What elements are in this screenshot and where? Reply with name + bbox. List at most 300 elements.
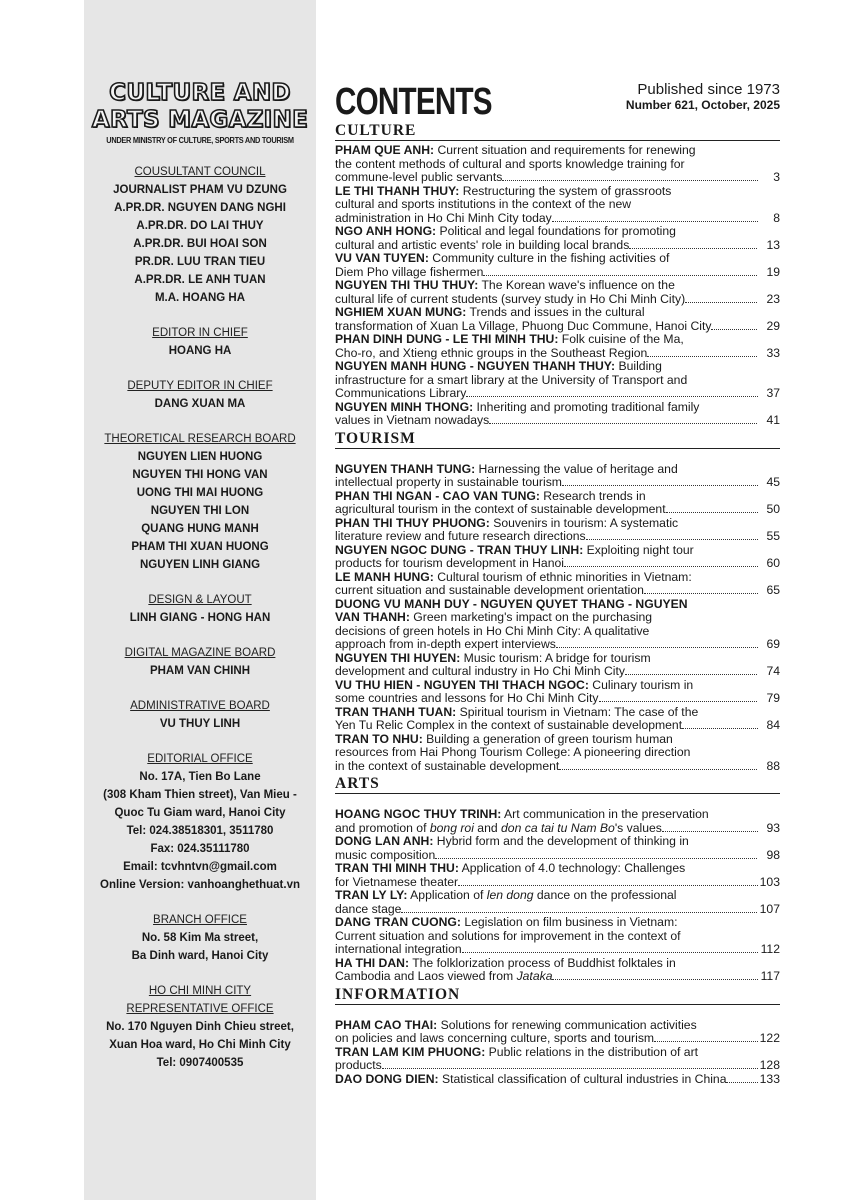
entry-line bbox=[335, 544, 758, 558]
entry-line bbox=[335, 360, 758, 374]
entry-author: DANG TRAN CUONG: bbox=[335, 916, 461, 929]
entry-line bbox=[335, 387, 758, 401]
entry-author: DUONG VU MANH DUY - NGUYEN QUYET THANG - NGUYEN bbox=[335, 597, 688, 611]
entry-line bbox=[335, 719, 758, 733]
toc-entry[interactable] bbox=[335, 679, 780, 706]
dot-leader bbox=[466, 396, 758, 397]
entry-page-number: 133 bbox=[759, 1071, 780, 1086]
board-member: NGUYEN THI HONG VAN bbox=[132, 469, 268, 481]
entry-title-text: for Vietnamese theater bbox=[335, 875, 459, 889]
entry-author: HA THI DAN: bbox=[335, 956, 410, 970]
entry-title-text: Communications Library bbox=[335, 387, 467, 400]
dot-leader bbox=[552, 979, 758, 980]
toc-entry[interactable] bbox=[335, 279, 780, 306]
entry-title-text: on policies and laws concerning culture, sports and tourism bbox=[335, 1032, 655, 1045]
entry-title-text: Folk cuisine of the Ma, bbox=[558, 333, 684, 346]
dot-leader bbox=[685, 302, 758, 303]
board-heading: COUSULTANT COUNCIL bbox=[134, 166, 266, 178]
entry-title-text: Solutions for renewing communication activities bbox=[437, 1018, 697, 1032]
entry-line bbox=[335, 1046, 758, 1060]
issue-number: Number 621, October, 2025 bbox=[625, 98, 780, 112]
entry-title-text: values in Vietnam nowadays bbox=[335, 414, 490, 427]
entry-line bbox=[335, 252, 758, 266]
office-address-line: (308 Kham Thien street), Van Mieu - bbox=[103, 789, 297, 801]
entry-line bbox=[335, 1032, 758, 1046]
entry-page-number: 8 bbox=[773, 210, 780, 225]
dot-leader bbox=[644, 593, 758, 594]
entry-page-number: 13 bbox=[766, 237, 780, 252]
entry-title-text: international integration bbox=[335, 943, 462, 956]
entry-line bbox=[335, 916, 758, 930]
entry-page-number: 103 bbox=[759, 874, 780, 889]
entry-line bbox=[335, 171, 758, 185]
toc-entry[interactable] bbox=[335, 808, 780, 835]
page-title: CONTENTS bbox=[335, 81, 492, 123]
entry-page-number: 55 bbox=[766, 529, 780, 543]
entry-title-italic: don ca tai tu Nam Bo bbox=[501, 821, 615, 835]
dot-leader bbox=[458, 885, 758, 886]
entry-title-text: Hybrid form and the development of thinking in bbox=[433, 835, 689, 848]
dot-leader bbox=[462, 952, 758, 953]
entry-line bbox=[335, 144, 758, 158]
entry-title-text: current situation and sustainable development orientation bbox=[335, 584, 644, 597]
entry-title-text: administration in Ho Chi Minh City today bbox=[335, 211, 552, 225]
dot-leader bbox=[382, 1068, 758, 1069]
entry-line bbox=[335, 692, 758, 706]
office-address-line: Ba Dinh ward, Hanoi City bbox=[131, 950, 269, 962]
entry-title-text: Yen Tu Relic Complex in the context of sustainable development bbox=[335, 719, 683, 732]
entry-page-number: 19 bbox=[766, 264, 780, 279]
entry-line bbox=[335, 476, 758, 490]
toc-entry[interactable] bbox=[335, 252, 780, 279]
entry-line bbox=[335, 293, 758, 307]
entry-line bbox=[335, 1059, 758, 1073]
entry-title-italic: bong roi bbox=[429, 821, 474, 835]
entry-page-number: 98 bbox=[766, 847, 780, 862]
entry-title-text: Cultural tourism of ethnic minorities in Vietnam: bbox=[433, 570, 692, 584]
entry-page-number: 60 bbox=[766, 556, 780, 570]
toc-entry[interactable] bbox=[335, 306, 780, 333]
entry-title-text: The Korean wave's influence on the bbox=[478, 279, 675, 292]
dot-leader bbox=[556, 647, 758, 648]
entry-line bbox=[335, 638, 758, 652]
entry-page-number: 65 bbox=[766, 583, 780, 597]
entry-title-text: Spiritual tourism in Vietnam: The case of the bbox=[456, 705, 699, 719]
entry-line bbox=[335, 760, 758, 774]
entry-line bbox=[335, 943, 758, 957]
entry-line bbox=[335, 876, 758, 890]
entry-author: VAN THANH: bbox=[335, 611, 410, 624]
entry-page-number: 79 bbox=[766, 691, 780, 705]
entry-line bbox=[335, 808, 758, 822]
magazine-title bbox=[84, 80, 316, 134]
board-member: A.PR.DR. LE ANH TUAN bbox=[134, 274, 266, 286]
entry-page-number: 41 bbox=[766, 413, 780, 427]
entry-author: DONG LAN ANH: bbox=[335, 835, 434, 848]
entry-author: TRAN TO NHU: bbox=[335, 732, 423, 746]
board-member: A.PR.DR. NGUYEN DANG NGHI bbox=[114, 202, 286, 214]
dot-leader bbox=[629, 248, 758, 249]
entry-line bbox=[335, 490, 758, 504]
office-address-line: Online Version: vanhoanghethuat.vn bbox=[100, 879, 300, 891]
entry-author: LE THI THANH THUY: bbox=[335, 184, 460, 198]
toc-entry[interactable] bbox=[335, 916, 780, 957]
entry-title-text: dance stage bbox=[335, 902, 402, 916]
entry-title-text: Political and legal foundations for promoting bbox=[436, 225, 676, 238]
entry-author: NGUYEN NGOC DUNG - TRAN THUY LINH: bbox=[335, 543, 584, 557]
toc-entry[interactable] bbox=[335, 144, 780, 185]
entry-title-text: Application of 4.0 technology: Challenges bbox=[458, 862, 686, 875]
entry-line bbox=[335, 530, 758, 544]
entry-line bbox=[335, 374, 758, 388]
board-member: HOANG HA bbox=[168, 345, 232, 357]
entry-title-text: approach from in-depth expert interviews bbox=[335, 638, 556, 651]
entry-title-text: Trends and issues in the cultural bbox=[466, 306, 645, 319]
dot-leader bbox=[564, 566, 758, 567]
entry-title-text: some countries and lessons for Ho Chi Minh City bbox=[335, 692, 599, 705]
magazine-title-line2: ARTS MAGAZINE bbox=[91, 107, 309, 133]
entry-line bbox=[335, 903, 758, 917]
entry-title-text: Cho-ro, and Xtieng ethnic groups in the Southeast Region bbox=[335, 346, 648, 360]
entry-page-number: 74 bbox=[766, 664, 780, 678]
toc-entry[interactable] bbox=[335, 185, 780, 226]
board-member: NGUYEN LINH GIANG bbox=[139, 559, 261, 571]
entry-author: NGO ANH HONG: bbox=[335, 225, 437, 238]
entry-line bbox=[335, 571, 758, 585]
board-heading: BRANCH OFFICE bbox=[153, 914, 247, 926]
section-arts bbox=[335, 775, 780, 984]
entry-page-number: 45 bbox=[766, 475, 780, 489]
entry-author: DAO DONG DIEN: bbox=[335, 1072, 439, 1086]
entry-page-number: 37 bbox=[766, 386, 780, 400]
entry-page-number: 128 bbox=[759, 1058, 780, 1072]
magazine-subtitle: UNDER MINISTRY OF CULTURE, SPORTS AND TOURISM bbox=[106, 136, 294, 145]
entry-author: VU VAN TUYEN: bbox=[335, 252, 429, 265]
toc-entry[interactable] bbox=[335, 733, 780, 774]
entry-title-text: the content methods of cultural and sports knowledge training for bbox=[335, 157, 685, 171]
board-member: LINH GIANG - HONG HAN bbox=[129, 612, 271, 624]
section-culture bbox=[335, 122, 780, 428]
published-since: Published since 1973 bbox=[637, 81, 780, 98]
contents-sections bbox=[335, 122, 780, 1086]
entry-title-text: cultural life of current students (survey study in Ho Chi Minh City) bbox=[335, 292, 686, 306]
entry-author: TRAN THANH TUAN: bbox=[335, 705, 457, 719]
dot-leader bbox=[647, 356, 758, 357]
toc-entry[interactable] bbox=[335, 401, 780, 428]
toc-entry[interactable] bbox=[335, 517, 780, 544]
entry-line bbox=[335, 957, 758, 971]
office-address-line: Email: tcvhntvn@gmail.com bbox=[123, 861, 277, 873]
entry-title-text: decisions of green hotels in Ho Chi Minh City: A qualitative bbox=[335, 624, 650, 638]
dot-leader bbox=[483, 275, 758, 276]
toc-entry[interactable] bbox=[335, 360, 780, 401]
entry-title-text: Exploiting night tour bbox=[583, 543, 694, 557]
entry-page-number: 23 bbox=[766, 291, 780, 306]
entry-page-number: 69 bbox=[766, 637, 780, 651]
section-tourism bbox=[335, 430, 780, 774]
entry-line bbox=[335, 503, 758, 517]
board-heading: EDITORIAL OFFICE bbox=[147, 753, 253, 765]
board-heading: EDITOR IN CHIEF bbox=[152, 327, 248, 339]
entry-title-text: cultural and artistic events' role in building local brands bbox=[335, 238, 630, 252]
entry-title-text: cultural and sports institutions in the context of the new bbox=[335, 198, 632, 211]
entry-page-number: 117 bbox=[760, 969, 780, 983]
board-member: DANG XUAN MA bbox=[154, 398, 246, 410]
entry-author: NGUYEN THI HUYEN: bbox=[335, 651, 461, 665]
entry-line bbox=[335, 320, 758, 334]
toc-entry[interactable] bbox=[335, 706, 780, 733]
toc-entry[interactable] bbox=[335, 571, 780, 598]
board-heading: THEORETICAL RESEARCH BOARD bbox=[104, 433, 296, 445]
entry-title-text: and bbox=[473, 821, 502, 835]
entry-line bbox=[335, 862, 758, 876]
entry-line bbox=[335, 1019, 758, 1033]
office-address-line: Tel: 024.38518301, 3511780 bbox=[126, 825, 274, 837]
toc-entry[interactable] bbox=[335, 333, 780, 360]
entry-title-text: Community culture in the fishing activities of bbox=[428, 252, 670, 265]
entry-line bbox=[335, 239, 758, 253]
entry-line bbox=[335, 849, 758, 863]
entry-title-text: Cambodia and Laos viewed from bbox=[335, 970, 517, 983]
entry-title-text: Statistical classification of cultural industries in China bbox=[438, 1072, 727, 1086]
entry-line bbox=[335, 611, 758, 625]
entry-page-number: 84 bbox=[766, 718, 780, 732]
entry-author: NGUYEN THI THU THUY: bbox=[335, 279, 479, 292]
dot-leader bbox=[552, 221, 758, 222]
office-address-line: No. 170 Nguyen Dinh Chieu street, bbox=[106, 1021, 294, 1033]
entry-title-text: resources from Hai Phong Tourism College: A pioneering direction bbox=[335, 746, 691, 759]
toc-entry[interactable] bbox=[335, 490, 780, 517]
entry-line bbox=[335, 665, 758, 679]
office-address-line: No. 17A, Tien Bo Lane bbox=[139, 771, 261, 783]
entry-title-text: Application of bbox=[407, 889, 487, 902]
entry-author: VU THU HIEN - NGUYEN THI THACH NGOC: bbox=[335, 678, 589, 692]
toc-entry[interactable] bbox=[335, 889, 780, 916]
board-heading: REPRESENTATIVE OFFICE bbox=[126, 1003, 274, 1015]
masthead-sidebar bbox=[84, 0, 316, 1200]
entry-page-number: 33 bbox=[766, 345, 780, 360]
entry-title-text: Current situation and solutions for improvement in the context of bbox=[335, 929, 681, 943]
entry-line bbox=[335, 598, 758, 612]
entry-line bbox=[335, 584, 758, 598]
entry-line bbox=[335, 347, 758, 361]
entry-line bbox=[335, 679, 758, 693]
entry-line bbox=[335, 557, 758, 571]
entry-author: PHAN THI NGAN - CAO VAN TUNG: bbox=[335, 489, 540, 503]
entry-page-number: 50 bbox=[766, 502, 780, 516]
office-address-line: Fax: 024.35111780 bbox=[150, 843, 250, 855]
board-member: PR.DR. LUU TRAN TIEU bbox=[134, 256, 266, 268]
entry-author: NGUYEN THANH TUNG: bbox=[335, 462, 476, 476]
entry-line bbox=[335, 185, 758, 199]
board-heading: DIGITAL MAGAZINE BOARD bbox=[124, 647, 276, 659]
dot-leader bbox=[502, 180, 758, 181]
entry-line bbox=[335, 266, 758, 280]
entry-title-text: 's values bbox=[614, 821, 662, 835]
entry-page-number: 122 bbox=[759, 1031, 780, 1045]
entry-page-number: 93 bbox=[766, 820, 780, 835]
entry-line bbox=[335, 198, 758, 212]
board-member: PHAM VAN CHINH bbox=[149, 665, 251, 677]
dot-leader bbox=[625, 674, 758, 675]
entry-title-text: Diem Pho village fishermen bbox=[335, 265, 484, 279]
entry-title-text: Green marketing's impact on the purchasing bbox=[409, 611, 653, 624]
board-heading: DESIGN & LAYOUT bbox=[148, 594, 252, 606]
entry-line bbox=[335, 930, 758, 944]
entry-title-text: Building a generation of green tourism human bbox=[422, 732, 673, 746]
entry-line bbox=[335, 401, 758, 415]
entry-title-text: music composition bbox=[335, 848, 436, 862]
entry-page-number: 112 bbox=[760, 942, 780, 956]
entry-line bbox=[335, 733, 758, 747]
toc-entry[interactable] bbox=[335, 225, 780, 252]
entry-author: NGHIEM XUAN MUNG: bbox=[335, 306, 467, 319]
dot-leader bbox=[435, 858, 758, 859]
toc-entry[interactable] bbox=[335, 544, 780, 571]
board-member: JOURNALIST PHAM VU DZUNG bbox=[113, 184, 287, 196]
entry-title-text: Souvenirs in tourism: A systematic bbox=[489, 516, 679, 530]
magazine-title-line1: CULTURE AND bbox=[109, 80, 291, 106]
entry-title-text: literature review and future research directions bbox=[335, 530, 586, 543]
dot-leader bbox=[682, 728, 758, 729]
entry-title-text: Art communication in the preservation bbox=[501, 808, 709, 821]
entry-title-text: dance on the professional bbox=[533, 889, 677, 902]
entry-line bbox=[335, 414, 758, 428]
staff-board bbox=[84, 163, 316, 1072]
entry-title-text: commune-level public servants bbox=[335, 171, 503, 184]
entry-author: TRAN LAM KIM PHUONG: bbox=[335, 1045, 486, 1059]
entry-line bbox=[335, 652, 758, 666]
dot-leader bbox=[666, 512, 758, 513]
board-member: NGUYEN LIEN HUONG bbox=[137, 451, 263, 463]
board-heading: ADMINISTRATIVE BOARD bbox=[130, 700, 270, 712]
entry-line bbox=[335, 822, 758, 836]
entry-line bbox=[335, 306, 758, 320]
entry-author: NGUYEN MANH HUNG - NGUYEN THANH THUY: bbox=[335, 360, 616, 373]
office-address-line: No. 58 Kim Ma street, bbox=[141, 932, 259, 944]
entry-line bbox=[335, 889, 758, 903]
dot-leader bbox=[401, 912, 758, 913]
entry-line bbox=[335, 279, 758, 293]
toc-entry[interactable] bbox=[335, 1019, 780, 1046]
office-address-line: Tel: 0907400535 bbox=[156, 1057, 244, 1069]
entry-line bbox=[335, 706, 758, 720]
entry-title-text: infrastructure for a smart library at the University of Transport and bbox=[335, 373, 688, 387]
dot-leader bbox=[559, 769, 758, 770]
entry-author: HOANG NGOC THUY TRINH: bbox=[335, 808, 502, 821]
entry-title-text: development and cultural industry in Ho Chi Minh City bbox=[335, 665, 625, 678]
toc-entry[interactable] bbox=[335, 463, 780, 490]
dot-leader bbox=[586, 539, 758, 540]
board-member: A.PR.DR. BUI HOAI SON bbox=[133, 238, 267, 250]
board-heading: HO CHI MINH CITY bbox=[148, 985, 252, 997]
office-address-line: Xuan Hoa ward, Ho Chi Minh City bbox=[109, 1039, 291, 1051]
section-entries bbox=[335, 794, 780, 984]
board-member: A.PR.DR. DO LAI THUY bbox=[136, 220, 264, 232]
dot-leader bbox=[711, 329, 758, 330]
dot-leader bbox=[654, 1041, 758, 1042]
entry-line bbox=[335, 212, 758, 226]
entry-author: PHAN THI THUY PHUONG: bbox=[335, 516, 490, 530]
entry-title-italic: len dong bbox=[486, 889, 534, 902]
dot-leader bbox=[726, 1082, 758, 1083]
entry-line bbox=[335, 158, 758, 172]
board-member: NGUYEN THI LON bbox=[150, 505, 250, 517]
entry-title-italic: Jataka bbox=[516, 970, 553, 983]
section-entries bbox=[335, 141, 780, 428]
entry-title-text: products for tourism development in Hanoi bbox=[335, 557, 564, 570]
office-address-line: Quoc Tu Giam ward, Hanoi City bbox=[114, 807, 286, 819]
entry-line bbox=[335, 333, 758, 347]
board-heading: DEPUTY EDITOR IN CHIEF bbox=[127, 380, 273, 392]
entry-title-text: Restructuring the system of grassroots bbox=[459, 184, 672, 198]
toc-entry[interactable] bbox=[335, 835, 780, 862]
entry-title-text: Music tourism: A bridge for tourism bbox=[460, 651, 651, 665]
toc-entry[interactable] bbox=[335, 1073, 780, 1087]
entry-title-text: Current situation and requirements for renewing bbox=[434, 144, 696, 157]
section-title: CULTURE bbox=[335, 122, 780, 141]
entry-title-text: products bbox=[335, 1059, 382, 1072]
entry-page-number: 3 bbox=[773, 170, 780, 184]
toc-entry[interactable] bbox=[335, 652, 780, 679]
entry-line bbox=[335, 625, 758, 639]
entry-title-text: Harnessing the value of heritage and bbox=[475, 462, 678, 476]
board-member: PHAM THI XUAN HUONG bbox=[131, 541, 269, 553]
toc-entry[interactable] bbox=[335, 598, 780, 652]
entry-title-text: and promotion of bbox=[335, 821, 430, 835]
entry-author: PHAN DINH DUNG - LE THI MINH THU: bbox=[335, 333, 559, 346]
entry-title-text: Culinary tourism in bbox=[588, 678, 694, 692]
entry-author: LE MANH HUNG: bbox=[335, 570, 434, 584]
entry-title-text: agricultural tourism in the context of sustainable development bbox=[335, 503, 666, 516]
section-entries bbox=[335, 1005, 780, 1087]
entry-title-text: The folklorization process of Buddhist folktales in bbox=[409, 956, 676, 970]
entry-line bbox=[335, 835, 758, 849]
toc-entry[interactable] bbox=[335, 957, 780, 984]
toc-entry[interactable] bbox=[335, 862, 780, 889]
entry-page-number: 88 bbox=[766, 758, 780, 773]
contents-panel bbox=[335, 78, 780, 1086]
entry-page-number: 29 bbox=[766, 318, 780, 333]
dot-leader bbox=[599, 701, 759, 702]
dot-leader bbox=[489, 423, 758, 424]
section-title: ARTS bbox=[335, 775, 780, 794]
entry-line bbox=[335, 463, 758, 477]
entry-line bbox=[335, 746, 758, 760]
entry-author: PHAM QUE ANH: bbox=[335, 144, 435, 157]
board-member: QUANG HUNG MANH bbox=[141, 523, 259, 535]
board-member: M.A. HOANG HA bbox=[154, 292, 246, 304]
entry-title-text: intellectual property in sustainable tourism bbox=[335, 476, 562, 489]
entry-author: TRAN THI MINH THU: bbox=[335, 862, 459, 875]
entry-page-number: 107 bbox=[759, 901, 780, 916]
entry-line bbox=[335, 225, 758, 239]
entry-author: NGUYEN MINH THONG: bbox=[335, 400, 474, 414]
entry-line bbox=[335, 517, 758, 531]
section-information bbox=[335, 986, 780, 1087]
board-member: VU THUY LINH bbox=[159, 718, 241, 730]
contents-header bbox=[335, 78, 780, 123]
entry-line bbox=[335, 970, 758, 984]
entry-author: PHAM CAO THAI: bbox=[335, 1018, 438, 1032]
toc-entry[interactable] bbox=[335, 1046, 780, 1073]
entry-title-text: transformation of Xuan La Village, Phuong Duc Commune, Hanoi City bbox=[335, 319, 712, 333]
entry-line bbox=[335, 1073, 758, 1087]
entry-title-text: Research trends in bbox=[539, 489, 646, 503]
entry-title-text: Legislation on film business in Vietnam: bbox=[460, 916, 678, 929]
section-entries bbox=[335, 449, 780, 774]
entry-title-text: Public relations in the distribution of art bbox=[485, 1045, 699, 1059]
